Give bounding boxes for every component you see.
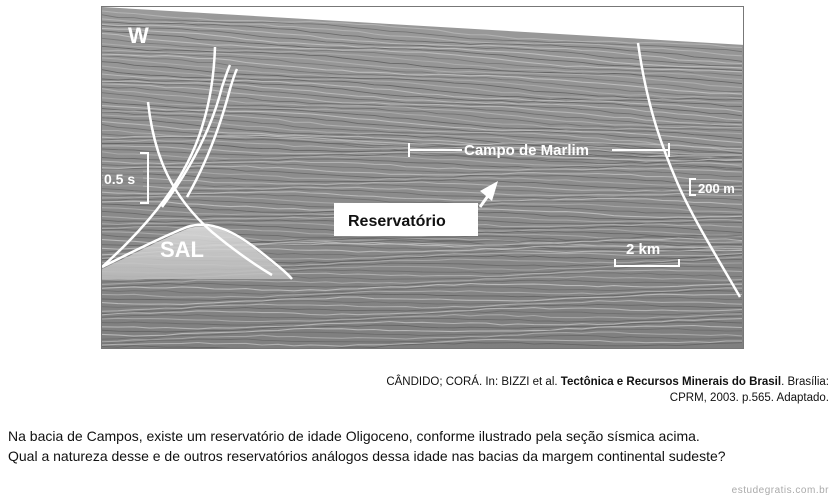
citation-publisher-details: CPRM, 2003. p.565. Adaptado. [669,392,829,404]
salt-label: SAL [160,237,204,262]
time-scale-label: 0.5 s [104,171,136,187]
distance-scale-label: 2 km [626,241,661,258]
seismic-section-graphic [102,7,744,349]
question-text [8,426,828,466]
west-label: W [128,23,149,48]
citation-authors: CÂNDIDO; CORÁ. In: BIZZI et al. [386,376,558,388]
depth-scale-label: 200 m [698,181,735,196]
field-label: Campo de Marlim [464,142,590,159]
citation-book-title: Tectônica e Recursos Minerais do Brasil [560,376,782,388]
figure-citation [309,374,829,406]
question-line-2: Qual a natureza desse e de outros reservatórios análogos dessa idade nas bacias da margem continental sudeste? [8,448,726,464]
citation-publisher-place: . Brasília: [781,376,829,388]
seismic-section-image [101,6,744,349]
site-watermark: estudegratis.com.br [731,485,829,496]
east-label: E [717,13,732,38]
question-line-1: Na bacia de Campos, existe um reservatório de idade Oligoceno, conforme ilustrado pela seção sísmica acima. [8,428,700,444]
reservoir-label: Reservatório [348,213,446,230]
